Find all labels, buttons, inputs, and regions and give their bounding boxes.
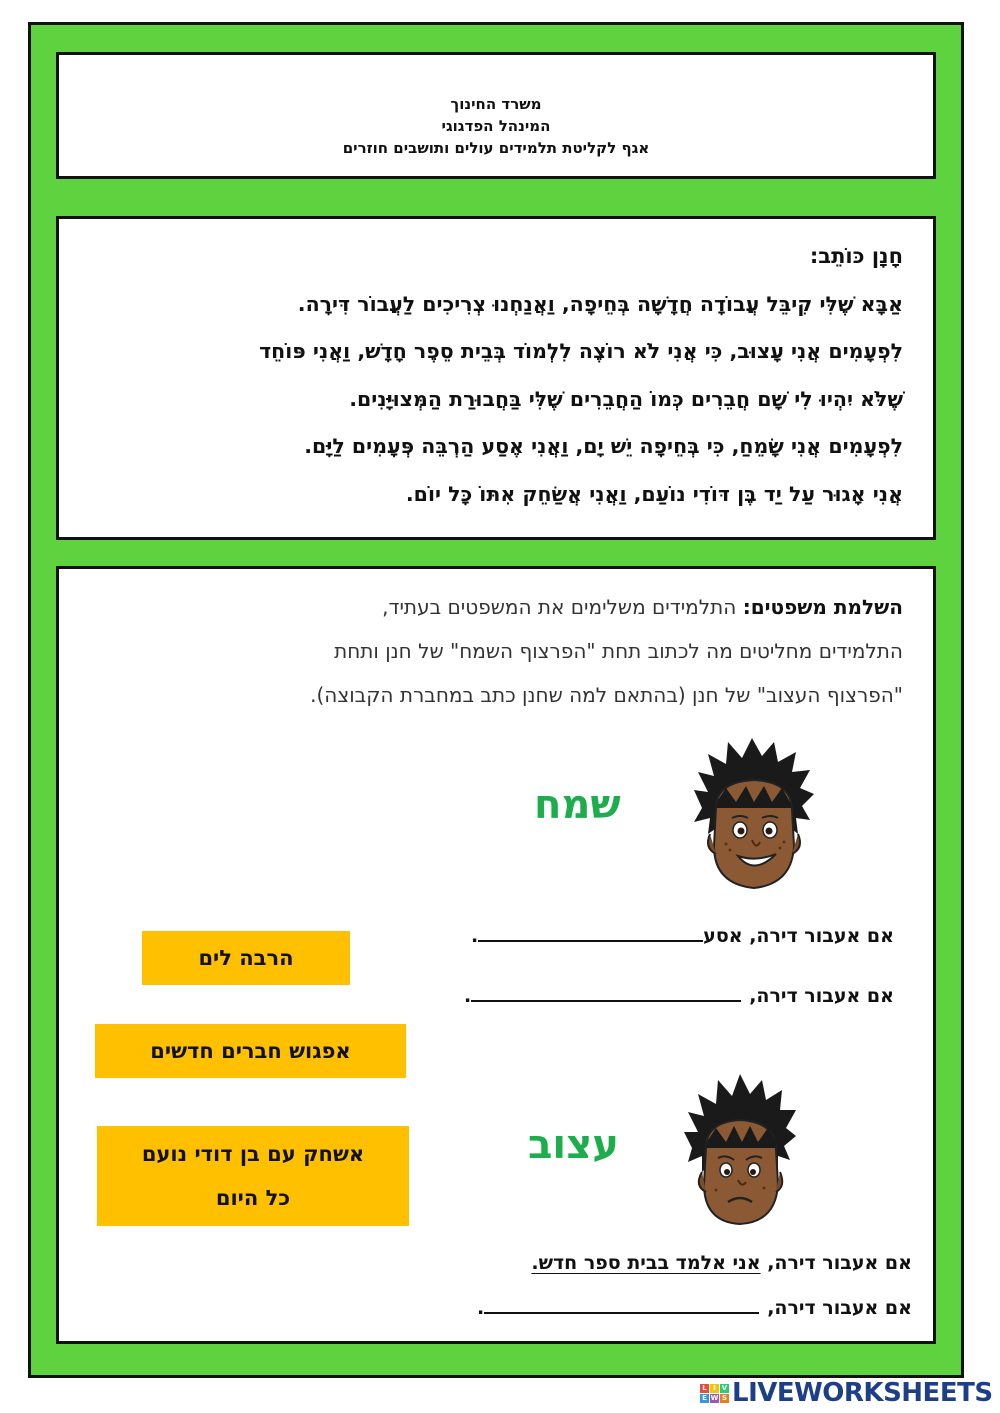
- happy-label: שמח: [534, 782, 621, 828]
- story-line: לִפְעָמִים אֲנִי שָׂמֵחַ, כִּי בְּחֵיפָה יֵשׁ יָם, וַאֲנִי אֶסַע הַרְבֵּה פְּעָמִים לַיָּם.: [304, 434, 903, 458]
- ministry-department: אגף לקליטת תלמידים עולים ותושבים חוזרים: [342, 139, 650, 157]
- sad-label: עצוב: [528, 1122, 619, 1168]
- logo-block: V: [721, 1384, 728, 1392]
- happy-sentence-2: [464, 984, 894, 1007]
- task-title: השלמת משפטים:: [742, 595, 903, 619]
- ministry-name: משרד החינוך: [450, 95, 542, 113]
- answer-chip[interactable]: הרבה לים: [142, 931, 350, 985]
- answer-chip[interactable]: אפגוש חברים חדשים: [95, 1024, 406, 1078]
- logo-block: E: [700, 1394, 709, 1403]
- happy-answer-1-drop[interactable]: [478, 924, 703, 942]
- ministry-division: המינהל הפדגוגי: [441, 117, 551, 135]
- sad-sentence-2: [477, 1296, 912, 1319]
- logo-block: S: [721, 1394, 728, 1402]
- sad-face-icon: [684, 1074, 796, 1230]
- sad-sentence-1: [531, 1252, 912, 1274]
- happy-sentence-1: [471, 924, 894, 947]
- task-line1: התלמידים משלימים את המשפטים בעתיד,: [382, 595, 743, 619]
- story-author: חָנָן כּוֹתֵב:: [809, 244, 903, 268]
- logo-block: L: [700, 1384, 709, 1393]
- end-mark: .: [476, 1297, 485, 1319]
- happy-answer-2-drop[interactable]: [471, 984, 741, 1002]
- ministry-header: [59, 93, 933, 159]
- task-instructions: [143, 585, 903, 717]
- logo-blocks-icon: [700, 1384, 729, 1403]
- happy-sentence-1-prefix: אם אעבור דירה, אסע: [703, 925, 894, 947]
- end-mark: .: [463, 985, 472, 1007]
- sad-answer-1: אני אלמד בבית ספר חדש.: [531, 1252, 761, 1274]
- story-line: אֲנִי אָגוּר עַל יַד בֶּן דּוֹדִי נוֹעַם, וַאֲנִי אֲשַׂחֵק אִתּוֹ כָּל יוֹם.: [405, 481, 903, 506]
- logo-block: W: [710, 1394, 719, 1402]
- task-line3: "הפרצוף העצוב" של חנן (בהתאם למה שחנן כתב במחברת הקבוצה).: [310, 683, 903, 707]
- happy-sentence-2-prefix: אם אעבור דירה,: [749, 985, 894, 1007]
- answer-chip-line: כל היום: [215, 1186, 291, 1210]
- story-box: [56, 216, 936, 540]
- story-line: שֶׁלֹּא יִהְיוּ לִי שָׁם חֲבֵרִים כְּמוֹ הַחֲבֵרִים שֶׁלִּי בַּחֲבוּרַת הַמְּצוּיָּנִים.: [349, 386, 903, 411]
- answer-chip[interactable]: [97, 1126, 409, 1226]
- header-box: [56, 52, 936, 179]
- end-mark: .: [470, 925, 479, 947]
- story-line: אַבָּא שֶׁלִּי קִיבֵּל עֲבוֹדָה חֲדָשָׁה בְּחֵיפָה, וַאֲנַחְנוּ צְרִיכִים לַעֲבוֹר דִּירָה.: [297, 291, 903, 316]
- logo-text: LIVEWORKSHEETS: [732, 1378, 993, 1408]
- sad-answer-2-drop[interactable]: [484, 1296, 759, 1314]
- task-line2: התלמידים מחליטים מה לכתוב תחת "הפרצוף השמח" של חנן ותחת: [334, 639, 903, 663]
- sad-sentence-2-prefix: אם אעבור דירה,: [767, 1297, 912, 1319]
- answer-chip-line: אשחק עם בן דודי נועם: [141, 1142, 365, 1166]
- story-text: [259, 233, 903, 518]
- happy-face-icon: [692, 738, 814, 894]
- logo-block: I: [710, 1384, 719, 1393]
- story-line: לִפְעָמִים אֲנִי עָצוּב, כִּי אֲנִי לֹא רוֹצֶה לִלְמוֹד בְּבֵית סֵפֶר חָדָשׁ, וַאֲנִי פּוֹחֵד: [259, 339, 903, 363]
- liveworksheets-logo: [700, 1376, 993, 1410]
- sad-sentence-1-prefix: אם אעבור דירה,: [760, 1252, 912, 1274]
